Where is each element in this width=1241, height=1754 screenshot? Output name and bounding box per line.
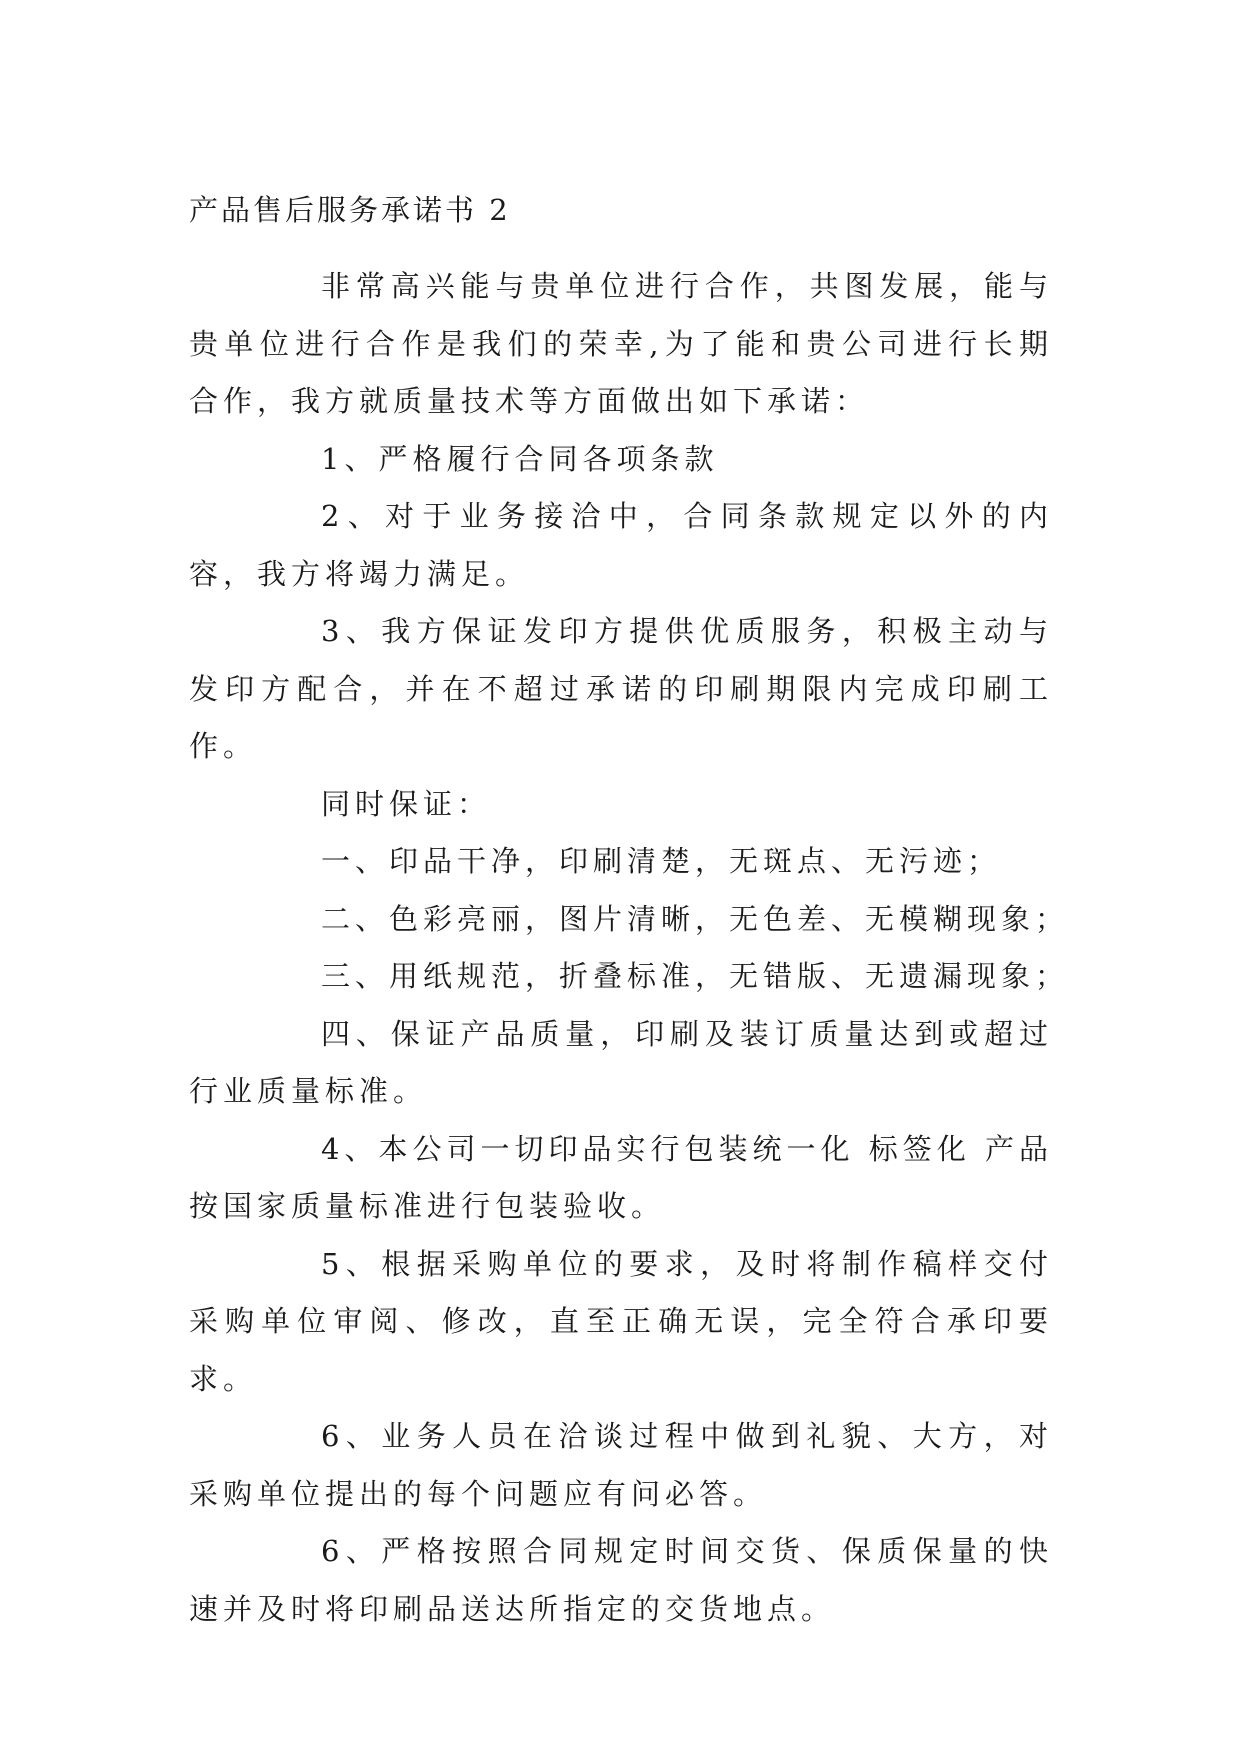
document-title: 产品售后服务承诺书 2: [189, 193, 511, 227]
commitment-4: 4、本公司一切印品实行包装统一化 标签化 产品按国家质量标准进行包装验收。: [189, 1131, 1053, 1223]
guarantee-item-2: 二、色彩亮丽，图片清晰，无色差、无模糊现象；: [321, 901, 1070, 936]
guarantee-item-3: 三、用纸规范，折叠标准，无错版、无遗漏现象；: [321, 959, 1070, 993]
guarantee-item-1: 一、印品干净，印刷清楚，无斑点、无污迹；: [321, 844, 1002, 878]
commitment-5: 5、根据采购单位的要求，及时将制作稿样交付采购单位审阅、修改，直至正确无误，完全符合承印要求。: [189, 1246, 1053, 1396]
guarantee-item-4: 四、保证产品质量，印刷及装订质量达到或超过行业质量标准。: [189, 1016, 1053, 1108]
commitment-6b: 6、严格按照合同规定时间交货、保质保量的快速并及时将印刷品送达所指定的交货地点。: [189, 1534, 1053, 1626]
document-body: [189, 258, 1070, 1638]
commitment-6: 6、业务人员在洽谈过程中做到礼貌、大方，对采购单位提出的每个问题应有问必答。: [189, 1419, 1053, 1511]
commitment-2: 2、对于业务接洽中，合同条款规定以外的内容，我方将竭力满足。: [189, 499, 1053, 591]
guarantee-heading: 同时保证：: [321, 786, 492, 821]
intro-paragraph: 非常高兴能与贵单位进行合作，共图发展，能与贵单位进行合作是我们的荣幸,为了能和贵公司进行长期合作，我方就质量技术等方面做出如下承诺：: [189, 269, 1053, 418]
commitment-3: 3、我方保证发印方提供优质服务，积极主动与发印方配合，并在不超过承诺的印刷期限内完成印刷工作。: [189, 614, 1053, 763]
commitment-1: 1、严格履行合同各项条款: [321, 441, 719, 476]
